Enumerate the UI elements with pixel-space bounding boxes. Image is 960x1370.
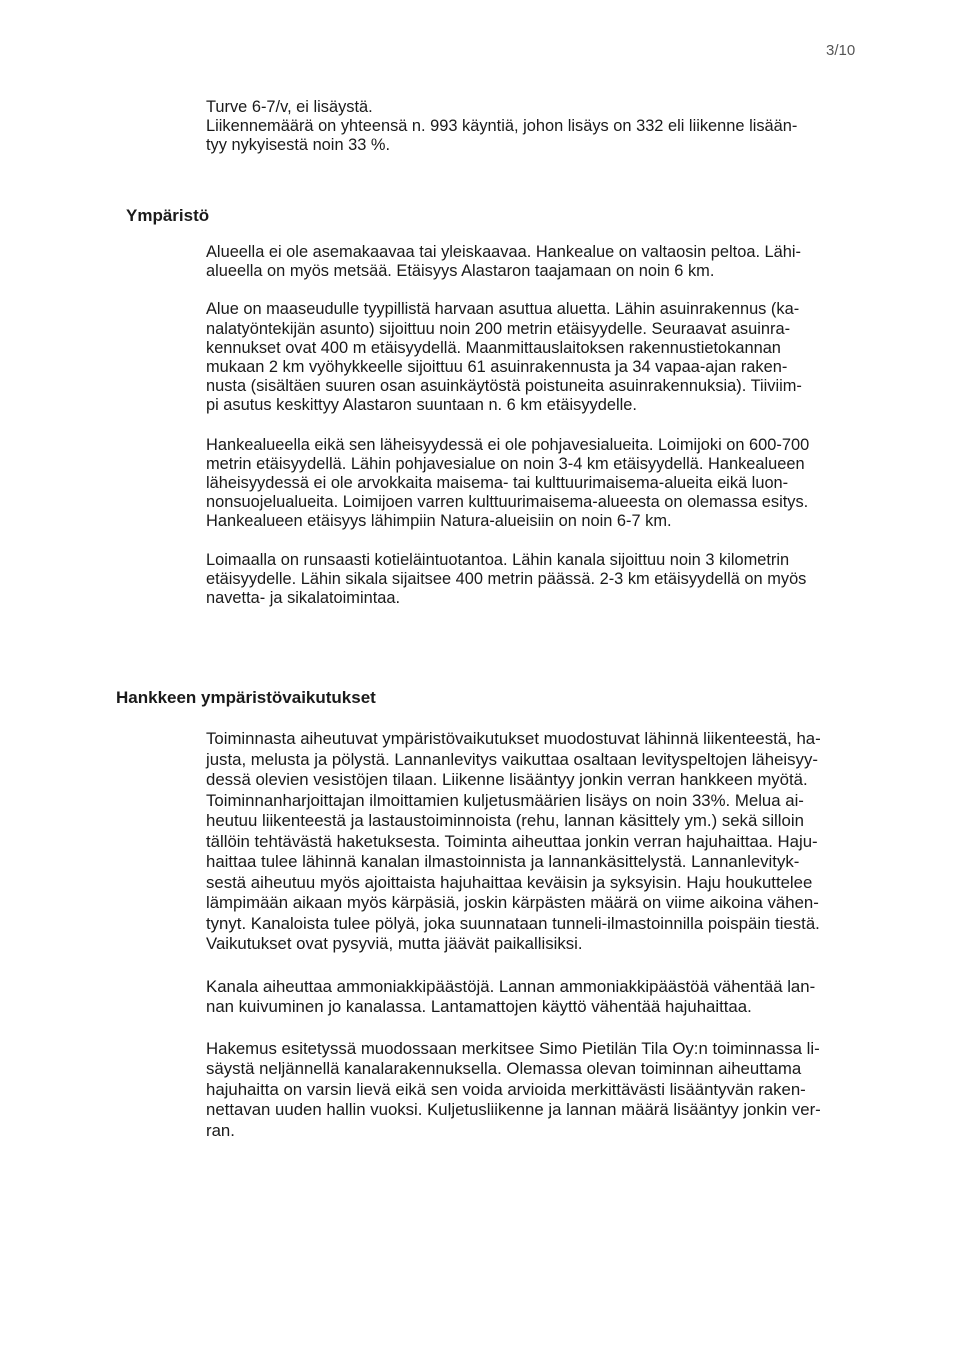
section-heading-ymparisto: Ympäristö: [126, 206, 210, 225]
text-line: nusta (sisältäen suuren osan asuinkäytöstä poistuneita asuinrakennuksia). Tiiviim-: [206, 377, 802, 396]
text-line: Hankealueen etäisyys lähimpiin Natura-alueisiin on noin 6-7 km.: [206, 512, 672, 531]
text-line: Turve 6-7/v, ei lisäystä.: [206, 98, 373, 116]
text-line: nonsuojelualueita. Loimijoen varren kulttuurimaisema-alueesta on olemassa esitys.: [206, 493, 809, 512]
vaikutukset-block: [206, 729, 876, 1151]
text-line: tällöin tehtävästä haketuksesta. Toiminta aiheuttaa jonkin verran hajuhaittaa. Haju-: [206, 831, 818, 851]
text-line: säystä neljännellä kanalarakennuksella. Olemassa olevan toiminnan aiheuttama: [206, 1059, 802, 1078]
text-line: kennukset ovat 400 m etäisyydellä. Maanmittauslaitoksen rakennustietokannan: [206, 338, 781, 357]
text-line: etäisyydelle. Lähin sikala sijaitsee 400 metrin päässä. 2-3 km etäisyydellä on myös: [206, 569, 807, 588]
text-line: nalatyöntekijän asunto) sijoittuu noin 200 metrin etäisyydelle. Seuraavat asuinra-: [206, 319, 791, 338]
intro-block: [206, 98, 876, 166]
text-line: Hankealueella eikä sen läheisyydessä ei ole pohjavesialueita. Loimijoki on 600-700: [206, 435, 810, 454]
text-line: läheisyydessä ei ole arvokkaita maisema- tai kulttuurimaisema-alueita eikä luon-: [206, 474, 789, 493]
text-line: alueella on myös metsää. Etäisyys Alastaron taajamaan on noin 6 km.: [206, 262, 715, 281]
section-heading-vaikutukset: Hankkeen ympäristövaikutukset: [116, 688, 376, 707]
text-line: sestä aiheutuu myös ajoittaista hajuhaittaa keväisin ja syksyisin. Haju houkuttelee: [206, 872, 813, 892]
text-line: lämpimään aikaan myös kärpäsiä, joskin kärpästen määrä on viime aikoina vähen-: [206, 893, 819, 912]
intro-paragraph: [206, 98, 876, 156]
text-line: navetta- ja sikalatoimintaa.: [206, 589, 401, 608]
page-number: 3/10: [826, 42, 856, 59]
paragraph: [206, 436, 876, 532]
paragraph: [206, 300, 876, 415]
text-line: haittaa tulee lähinnä kanalan ilmastoinnista ja lannankäsittelystä. Lannanlevityk-: [206, 852, 800, 871]
paragraph: [206, 729, 876, 955]
text-line: Loimaalla on runsaasti kotieläintuotantoa. Lähin kanala sijoittuu noin 3 kilometrin: [206, 550, 790, 569]
text-line: Toiminnanharjoittajan ilmoittamien kuljetusmäärien lisäys on noin 33%. Melua ai-: [206, 790, 804, 810]
paragraph: [206, 1039, 876, 1142]
text-line: mukaan 2 km vyöhykkeelle sijoittuu 61 asuinrakennusta ja 34 vapaa-ajan raken-: [206, 358, 788, 377]
text-line: nettavan uuden hallin vuoksi. Kuljetusliikenne ja lannan määrä lisääntyy jonkin ver-: [206, 1100, 821, 1119]
text-line: justa, melusta ja pölystä. Lannanlevitys vaikuttaa osaltaan levityspeltojen läheisyy-: [206, 749, 818, 769]
text-line: metrin etäisyydellä. Lähin pohjavesialue on noin 3-4 km etäisyydellä. Hankealueen: [206, 454, 805, 473]
paragraph: [206, 551, 876, 609]
text-line: tynyt. Kanaloista tulee pölyä, joka suunnataan tunneli-ilmastoinnilla poispäin tiestä.: [206, 913, 820, 933]
ymparisto-block: [206, 243, 876, 618]
text-line: tyy nykyisestä noin 33 %.: [206, 136, 391, 155]
text-line: Liikennemäärä on yhteensä n. 993 käyntiä, johon lisäys on 332 eli liikenne lisään-: [206, 117, 798, 136]
text-line: Vaikutukset ovat pysyviä, mutta jäävät paikallisiksi.: [206, 934, 583, 953]
text-line: Alue on maaseudulle tyypillistä harvaan asuttua aluetta. Lähin asuinrakennus (ka-: [206, 300, 800, 319]
paragraph: [206, 977, 876, 1018]
text-line: heutuu liikenteestä ja lastaustoiminnoista (rehu, lannan käsittely ym.) sekä silloin: [206, 811, 804, 830]
paragraph: [206, 243, 876, 281]
text-line: nan kuivuminen jo kanalassa. Lantamattojen käyttö vähentää hajuhaittaa.: [206, 997, 752, 1016]
text-line: Toiminnasta aiheutuvat ympäristövaikutukset muodostuvat lähinnä liikenteestä, ha-: [206, 729, 821, 748]
text-line: ran.: [206, 1120, 235, 1140]
text-line: Hakemus esitetyssä muodossaan merkitsee Simo Pietilän Tila Oy:n toiminnassa li-: [206, 1038, 820, 1058]
text-line: hajuhaitta on varsin lievä eikä sen voida arvioida merkittävästi lisääntyvän raken-: [206, 1079, 806, 1099]
text-line: pi asutus keskittyy Alastaron suuntaan n. 6 km etäisyydelle.: [206, 396, 637, 415]
text-line: Alueella ei ole asemakaavaa tai yleiskaavaa. Hankealue on valtaosin peltoa. Lähi-: [206, 243, 801, 261]
text-line: Kanala aiheuttaa ammoniakkipäästöjä. Lannan ammoniakkipäästöä vähentää lan-: [206, 976, 816, 996]
text-line: dessä olevien vesistöjen tilaan. Liikenne lisääntyy jonkin verran hankkeen myötä.: [206, 770, 808, 789]
